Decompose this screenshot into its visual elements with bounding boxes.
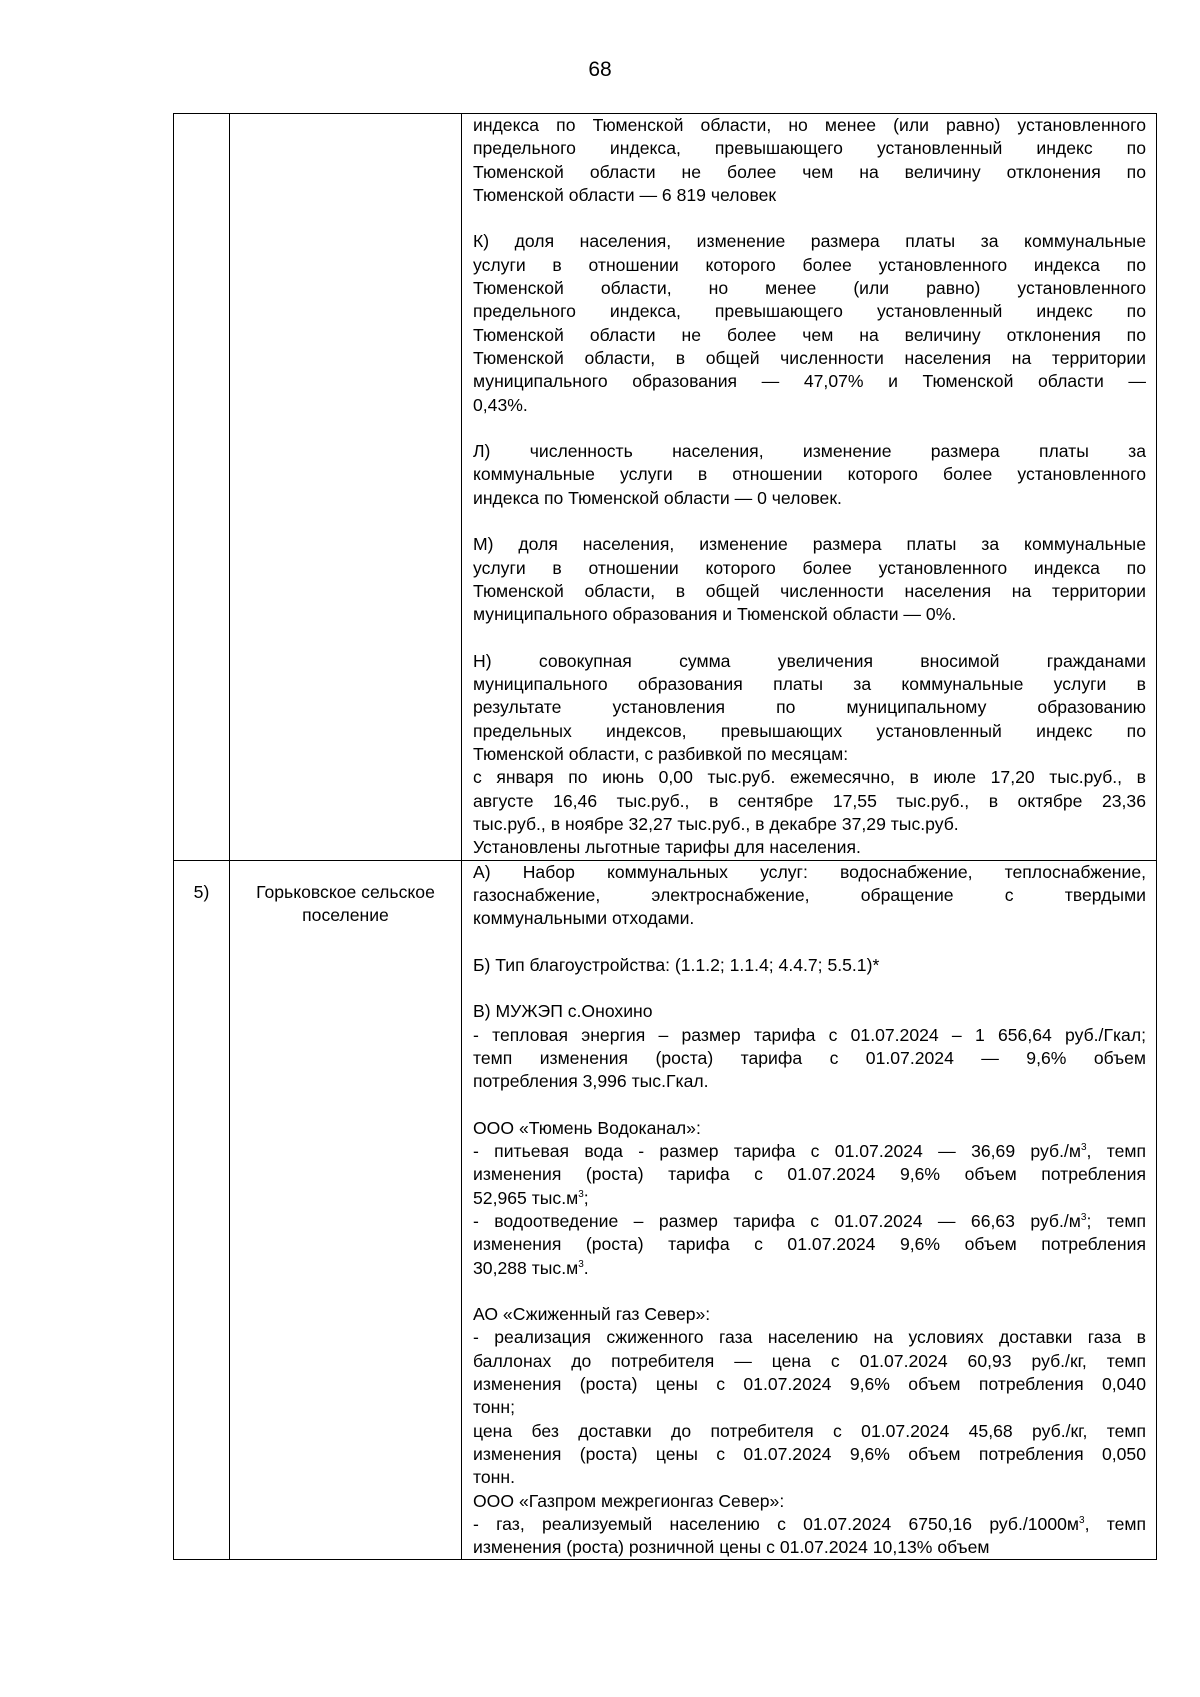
- text-line: Тюменской области не более чем на величину отклонения по: [473, 161, 1146, 182]
- text-line: августе 16,46 тыс.руб., в сентябре 17,55 тыс.руб., в октябре 23,36: [473, 790, 1146, 811]
- text-line: индекса по Тюменской области — 0 человек.: [473, 487, 842, 508]
- text-line: услуги в отношении которого более установленного индекса по: [473, 557, 1146, 578]
- text-line: услуги в отношении которого более установленного индекса по: [473, 254, 1146, 275]
- paragraph: [473, 861, 1146, 931]
- paragraph: [473, 230, 1146, 416]
- description-cell: [462, 114, 1157, 861]
- text-line: тыс.руб., в ноябре 32,27 тыс.руб., в декабре 37,29 тыс.руб.: [473, 813, 959, 834]
- text-line: коммунальными отходами.: [473, 908, 695, 929]
- text-line: коммунальные услуги в отношении которого более установленного: [473, 464, 1146, 485]
- text-line: газоснабжение, электроснабжение, обращение с твердыми: [473, 884, 1146, 905]
- text-line: предельного индекса, превышающего установленный индекс по: [473, 301, 1146, 322]
- text-line: В) МУЖЭП с.Онохино: [473, 1001, 653, 1022]
- text-line: изменения (роста) тарифа с 01.07.2024 9,6% объем потребления: [473, 1234, 1146, 1255]
- text-line: изменения (роста) цены с 01.07.2024 9,6% объем потребления 0,040: [473, 1374, 1146, 1395]
- table-row: [174, 114, 1157, 861]
- text-line: Тюменской области, с разбивкой по месяцам:: [473, 744, 849, 765]
- settlement-name-line: поселение: [302, 904, 389, 925]
- text-line: Тюменской области, в общей численности населения на территории: [473, 347, 1146, 368]
- text-line: с января по июнь 0,00 тыс.руб. ежемесячно, в июле 17,20 тыс.руб., в: [473, 767, 1146, 788]
- tariff-table: [173, 113, 1157, 1560]
- text-line: К) доля населения, изменение размера платы за коммунальные: [473, 231, 1146, 252]
- text-line: 52,965 $тыс.м^3$;: [473, 1187, 589, 1208]
- text-line: индекса по Тюменской области, но менее (или равно) установленного: [473, 115, 1146, 135]
- text-line: темп изменения (роста) тарифа с 01.07.2024 — 9,6% объем: [473, 1047, 1146, 1068]
- paragraph: [473, 954, 1146, 977]
- text-line: АО «Сжиженный газ Север»:: [473, 1304, 711, 1325]
- text-line: изменения (роста) тарифа с 01.07.2024 9,6% объем потребления: [473, 1164, 1146, 1185]
- text-line: Установлены льготные тарифы для населения.: [473, 837, 861, 858]
- paragraph: [473, 650, 1146, 860]
- text-line: Н) совокупная сумма увеличения вносимой гражданами: [473, 650, 1146, 671]
- text-line: - газ, реализуемый населению с 01.07.2024 6750,16 $руб./1000м^3$, темп: [473, 1513, 1147, 1534]
- text-line: ООО «Газпром межрегионгаз Север»:: [473, 1490, 785, 1511]
- settlement-name-cell: [230, 114, 462, 861]
- text-line: 30,288 $тыс.м^3$.: [473, 1257, 589, 1278]
- text-line: Тюменской области, но менее (или равно) установленного: [473, 278, 1146, 299]
- text-line: ООО «Тюмень Водоканал»:: [473, 1117, 701, 1138]
- settlement-name: [230, 861, 461, 928]
- text-line: - водоотведение – размер тарифа с 01.07.2024 — 66,63 $руб./м^3$; темп: [473, 1210, 1146, 1231]
- text-line: изменения (роста) розничной цены с 01.07.2024 10,13% объем: [473, 1537, 990, 1558]
- row1-text: [473, 114, 1146, 860]
- text-line: Тюменской области не более чем на величину отклонения по: [473, 324, 1146, 345]
- text-line: Л) численность населения, изменение размера платы за: [473, 441, 1146, 462]
- text-line: Б) Тип благоустройства: (1.1.2; 1.1.4; 4.4.7; 5.5.1)*: [473, 954, 880, 975]
- text-line: результате установления по муниципальному образованию: [473, 697, 1146, 718]
- paragraph: [473, 533, 1146, 626]
- text-line: баллонах до потребителя — цена с 01.07.2024 60,93 руб./кг, темп: [473, 1350, 1146, 1371]
- text-line: потребления 3,996 тыс.Гкал.: [473, 1071, 709, 1092]
- page-number: 68: [588, 58, 612, 81]
- paragraph: [473, 1303, 1146, 1559]
- text-line: изменения (роста) цены с 01.07.2024 9,6% объем потребления 0,050: [473, 1443, 1146, 1464]
- text-line: М) доля населения, изменение размера платы за коммунальные: [473, 534, 1146, 555]
- row2-text: [473, 861, 1146, 1560]
- paragraph: [473, 114, 1146, 207]
- text-line: 0,43%.: [473, 394, 528, 415]
- row-number-cell: [174, 114, 230, 861]
- settlement-name-cell: [230, 860, 462, 1560]
- text-line: тонн;: [473, 1397, 515, 1418]
- paragraph: [473, 440, 1146, 510]
- text-line: Тюменской области — 6 819 человек: [473, 184, 777, 205]
- text-line: предельного индекса, превышающего установленный индекс по: [473, 138, 1146, 159]
- text-line: Тюменской области, в общей численности населения на территории: [473, 580, 1146, 601]
- text-line: тонн.: [473, 1467, 515, 1488]
- text-line: - тепловая энергия – размер тарифа с 01.07.2024 – 1 656,64 руб./Гкал;: [473, 1024, 1146, 1045]
- text-line: муниципального образования — 47,07% и Тюменской области —: [473, 371, 1146, 392]
- settlement-name-line: Горьковское сельское: [256, 881, 435, 902]
- paragraph: [473, 1117, 1146, 1280]
- row-number-cell: [174, 860, 230, 1560]
- text-line: предельных индексов, превышающих установленный индекс по: [473, 720, 1146, 741]
- paragraph: [473, 1000, 1146, 1093]
- text-line: муниципального образования платы за коммунальные услуги в: [473, 674, 1146, 695]
- text-line: - питьевая вода - размер тарифа с 01.07.2024 — 36,69 $руб./м^3$, темп: [473, 1141, 1146, 1162]
- text-line: А) Набор коммунальных услуг: водоснабжение, теплоснабжение,: [473, 861, 1146, 882]
- table-row: [174, 860, 1157, 1560]
- description-cell: [462, 860, 1157, 1560]
- text-line: цена без доставки до потребителя с 01.07.2024 45,68 руб./кг, темп: [473, 1420, 1146, 1441]
- text-line: муниципального образования и Тюменской области — 0%.: [473, 604, 957, 625]
- row-number: 5): [193, 881, 210, 902]
- text-line: - реализация сжиженного газа населению на условиях доставки газа в: [473, 1327, 1146, 1348]
